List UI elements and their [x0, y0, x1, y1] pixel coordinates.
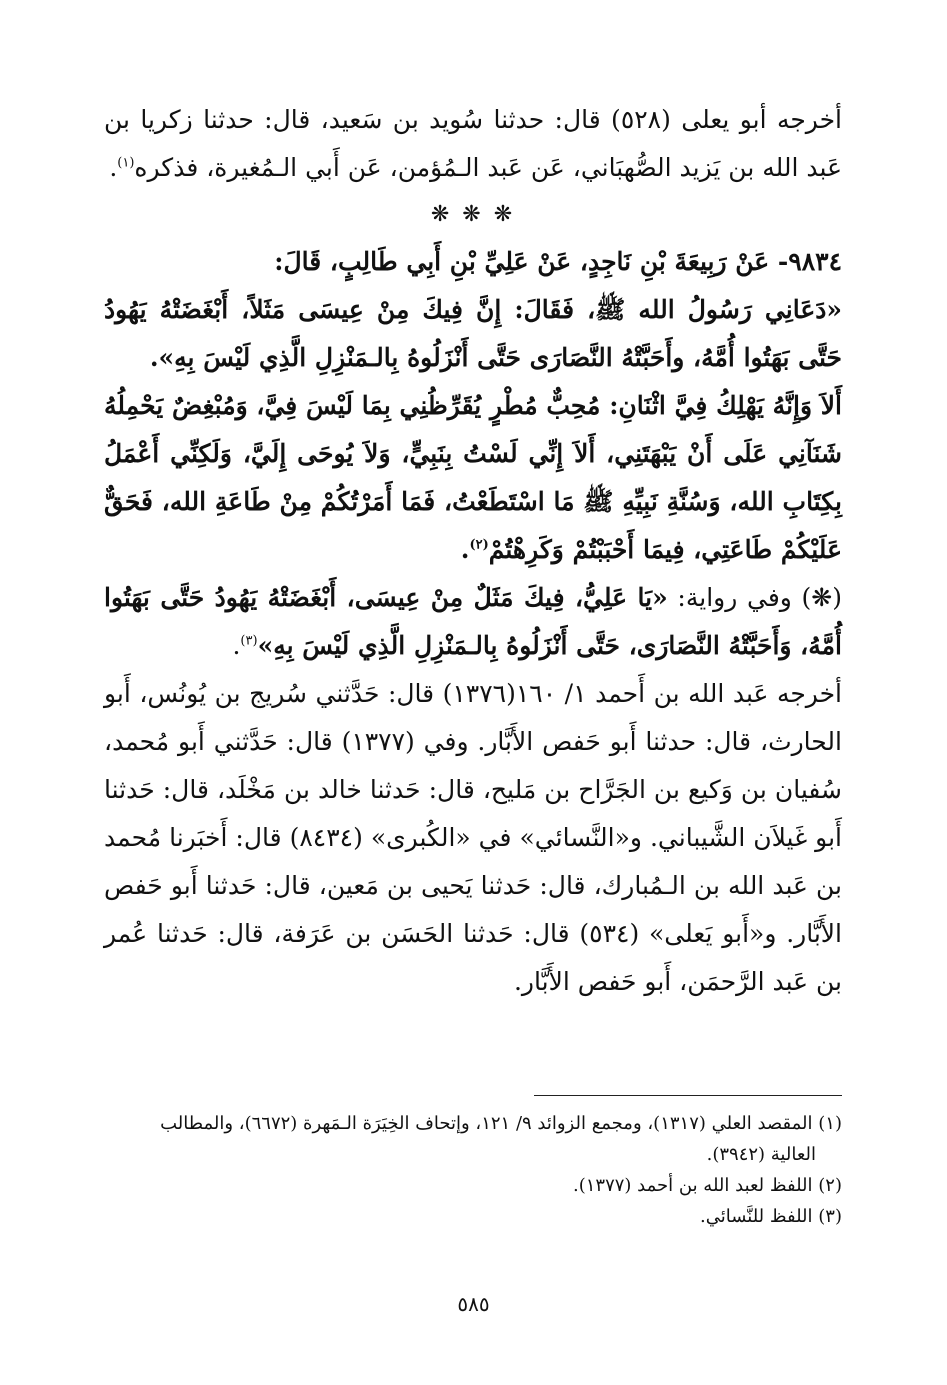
sentence-end: .: [232, 631, 241, 660]
footnotes: [98, 1108, 842, 1232]
footnote-text: اللفظ لعبد الله بن أحمد (١٣٧٧).: [573, 1175, 813, 1196]
footnote-ref-3: (٣): [240, 633, 258, 649]
footnote-divider: [534, 1095, 842, 1096]
sentence-end: .: [460, 535, 470, 564]
hadith-text-part-1: «دَعَانِي رَسُولُ الله ﷺ، فَقَالَ: إِنَّ فِيكَ مِنْ عِيسَى مَثَلاً، أَبْغَضَتْهُ يَهُودُ حَتَّى بَهَتُوا أُمَّهُ، وأَحَبَّتْهُ النَّصَارَى حَتَّى أَنْزَلُوهُ بِالـمَنْزِلِ الَّذِي لَيْسَ بِهِ».: [104, 295, 842, 372]
takhrij-text: أخرجه أبو يعلى (٥٢٨) قال: حدثنا سُويد بن سَعيد، قال: حدثنا زكريا بن عَبد الله بن يَزيد الصُّهبَاني، عَن عَبد الـمُؤمن، عَن أَبي الـمُغيرة، فذكره: [104, 105, 842, 182]
footnote-marker: (٢): [818, 1175, 842, 1196]
main-text-block: [104, 96, 842, 1006]
sentence-end: .: [109, 153, 118, 182]
footnote-ref-1: (١): [117, 155, 135, 171]
hadith-text: أَلاَ وَإِنَّهُ يَهْلِكُ فِيَّ اثْنَانِ: مُحِبٌّ مُطْرٍ يُقَرِّظُنِي بِمَا لَيْسَ فِيَّ، وَمُبْغِضٌ يَحْمِلُهُ شَنَآنِي عَلَى أَنْ يَبْهَتَنِي، أَلاَ إِنِّي لَسْتُ بِنَبِيٍّ، وَلاَ يُوحَى إِلَيَّ، وَلَكِنِّي أَعْمَلُ بِكِتَابِ الله، وَسُنَّةِ نَبِيِّهِ ﷺ مَا اسْتَطَعْتُ، فَمَا أَمَرْتُكُمْ مِنْ طَاعَةِ الله، فَحَقٌّ عَلَيْكُمْ طَاعَتِي، فِيمَا أَحْبَبْتُمْ وَكَرِهْتُمْ: [104, 391, 842, 564]
footnote-3: [98, 1201, 842, 1232]
variant-quote: «يَا عَلِيُّ، فِيكَ مَثَلٌ مِنْ عِيسَى، أَبْغَضَتْهُ يَهُودُ حَتَّى بَهَتُوا أُمَّهُ، وَأَحَبَّتْهُ النَّصَارَى، حَتَّى أَنْزَلُوهُ بِالـمَنْزِلِ الَّذِي لَيْسَ بِهِ»: [104, 583, 842, 660]
hadith-isnad: - عَنْ رَبِيعَةَ بْنِ نَاجِدٍ، عَنْ عَلِيِّ بْنِ أَبِي طَالِبٍ، قَالَ:: [274, 247, 789, 276]
page-number: ٥٨٥: [457, 1292, 490, 1316]
footnote-2: [98, 1170, 842, 1201]
variant-narration: [104, 574, 842, 670]
hadith-number: ٩٨٣٤: [788, 247, 842, 276]
hadith-heading: [104, 238, 842, 286]
takhrij-paragraph: أخرجه عَبد الله بن أَحمد ١/ ١٦٠(١٣٧٦) قال: حَدَّثني سُريج بن يُونُس، أَبو الحارث، قال: حدثنا أَبو حَفص الأَبَّار. وفي (١٣٧٧) قال: حَدَّثني أَبو مُحمد، سُفيان بن وَكيع بن الجَرَّاح بن مَليح، قال: حَدثنا خالد بن مَخْلَد، قال: حَدثنا أَبو غَيلاَن الشَّيباني. و«النَّسائي» في «الكُبرى» (٨٤٣٤) قال: أَخبَرنا مُحمد بن عَبد الله بن الـمُبارك، قال: حَدثنا يَحيى بن مَعين، قال: حَدثنا أَبو حَفص الأَبَّار. و«أَبو يَعلى» (٥٣٤) قال: حَدثنا الحَسَن بن عَرَفة، قال: حَدثنا عُمر بن عَبد الرَّحمَن، أَبو حَفص الأَبَّار.: [104, 679, 843, 996]
footnote-1-continuation: العالية (٣٩٤٢).: [706, 1144, 816, 1165]
footnote-marker: (١): [818, 1113, 842, 1134]
footnote-text: اللفظ للنَّسائي.: [700, 1206, 813, 1227]
footnote-1: [98, 1108, 842, 1139]
footnote-text: المقصد العلي (١٣١٧)، ومجمع الزوائد ٩/ ١٢١، وإتحاف الخِيَرَة الـمَهرة (٦٦٧٢)، والمطالب: [160, 1113, 813, 1134]
footnote-marker: (٣): [818, 1206, 842, 1227]
variant-lead: (❋) وفي رواية:: [667, 583, 843, 612]
hadith-text-part-2: [104, 382, 842, 574]
takhrij-paragraph-previous: [104, 96, 842, 192]
section-separator: ❋ ❋ ❋: [430, 202, 516, 227]
footnote-ref-2: (٢): [469, 537, 489, 553]
